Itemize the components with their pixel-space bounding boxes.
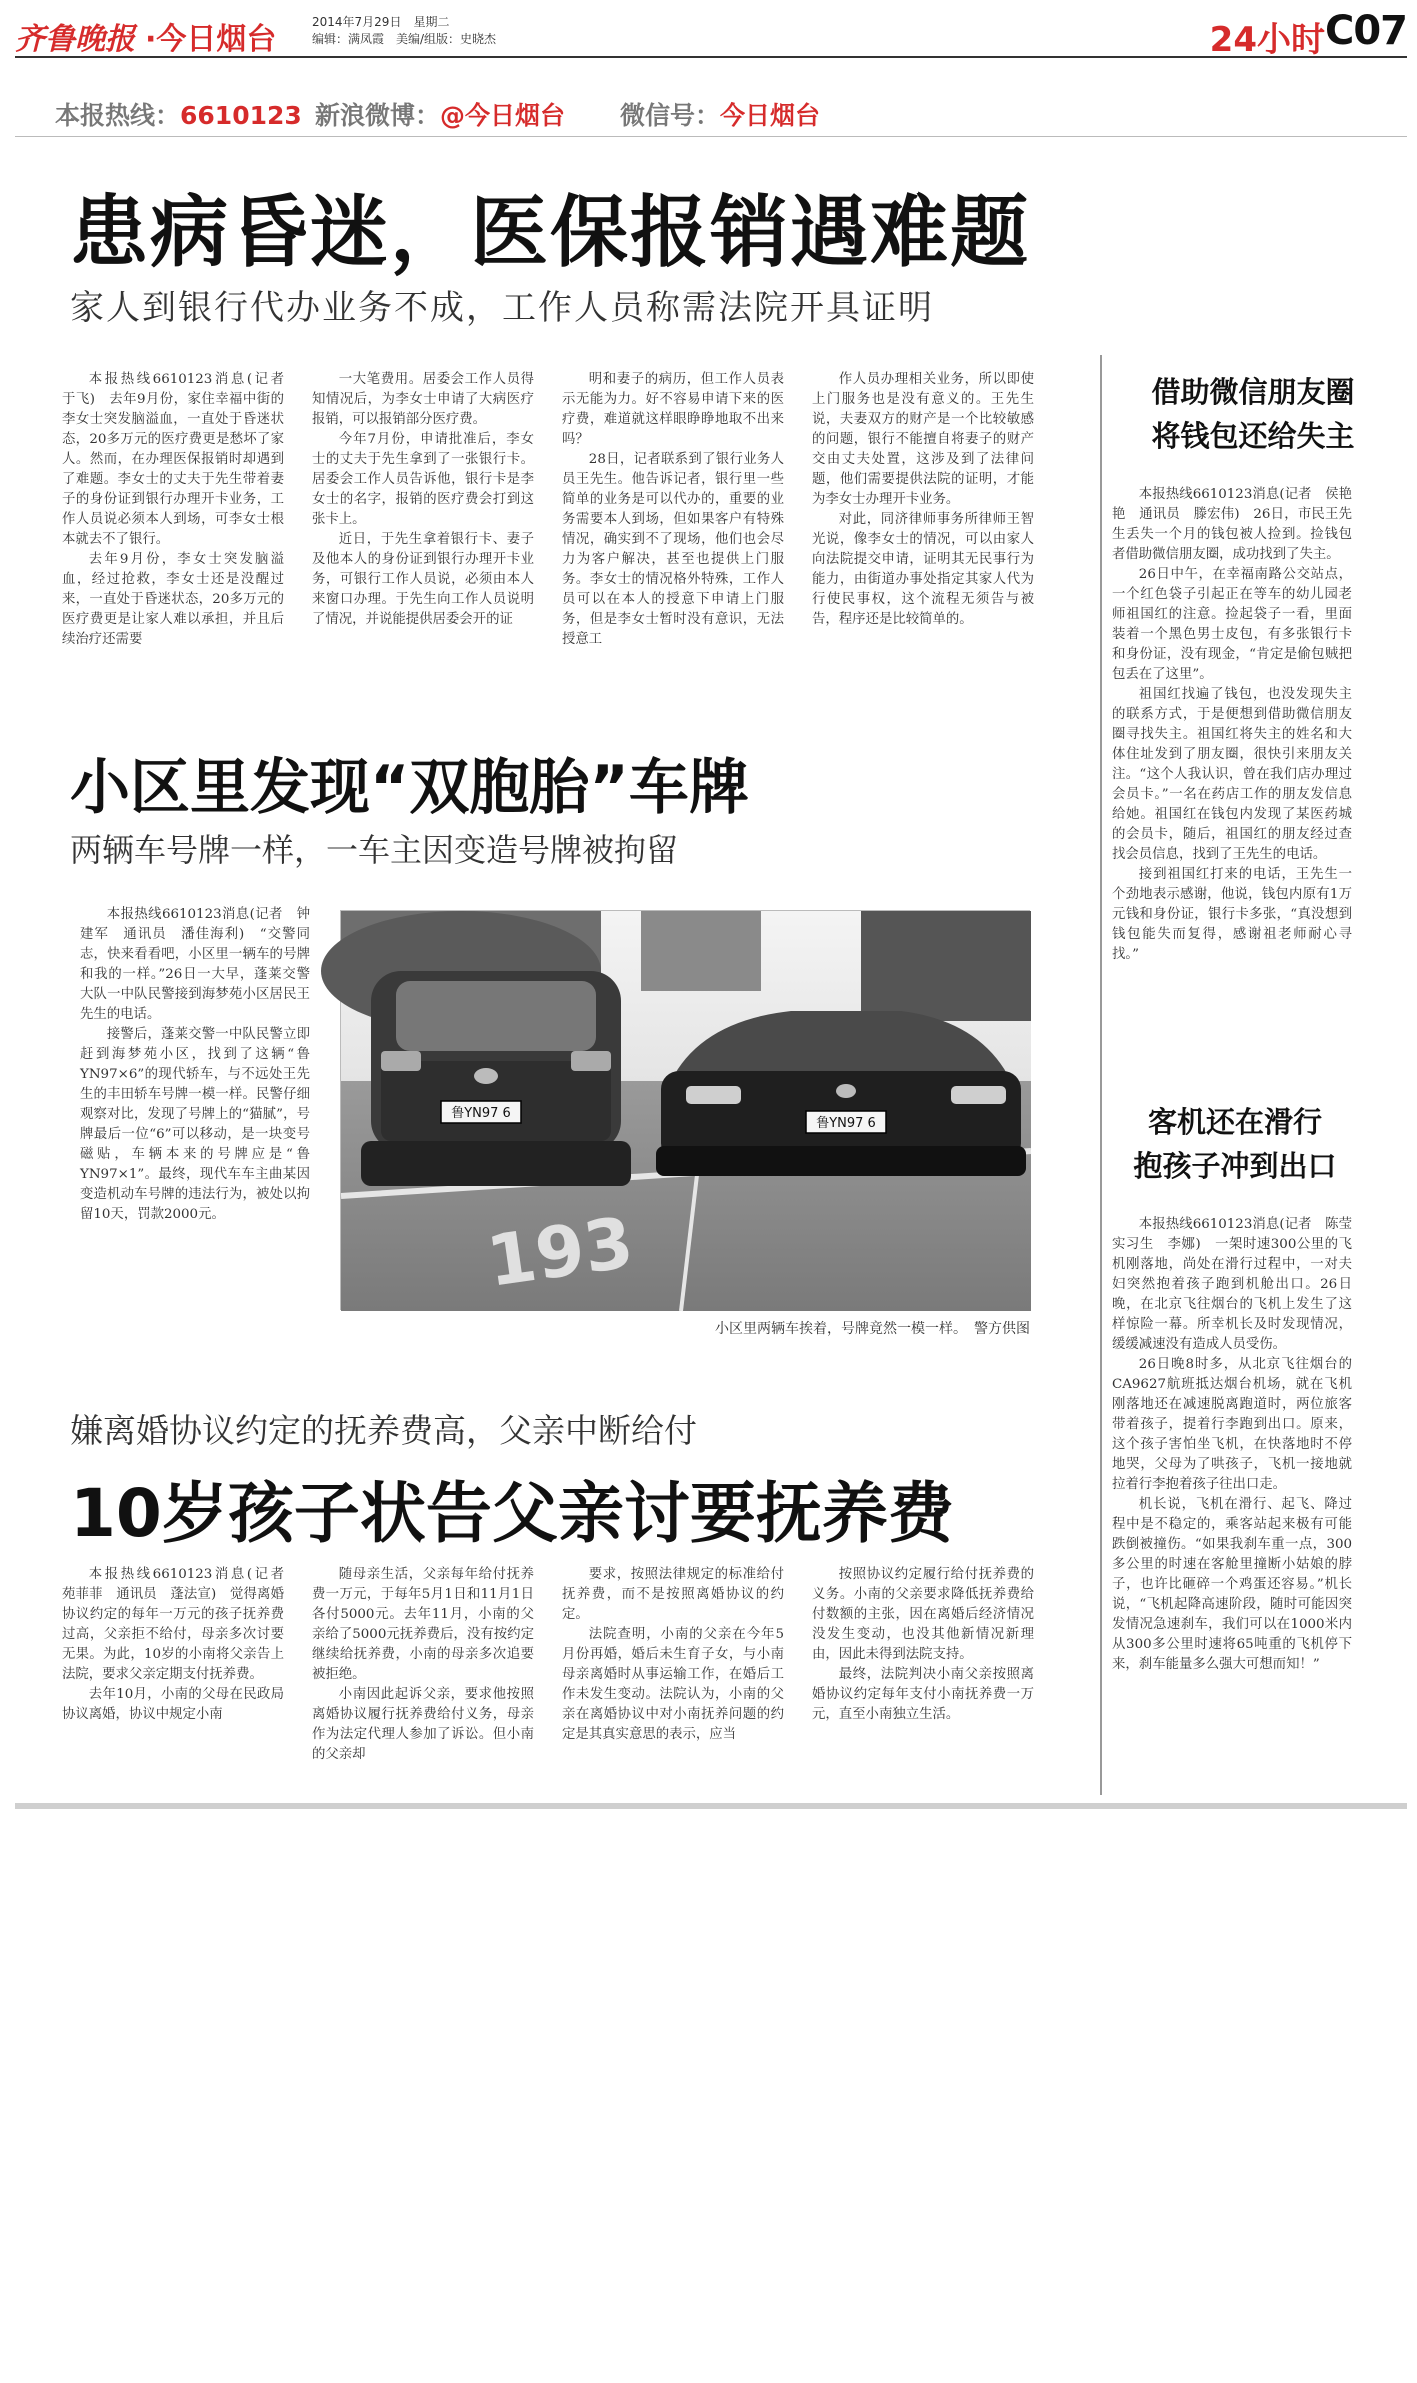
article1-text-4-para: 对此，同济律师事务所律师王智光说，像李女士的情况，可以由家人向法院提交申请，证明其无民事行为能力，由街道办事处指定其家人代为行使民事权，这个流程无须告与被告，程序还是比较简单的。 — [812, 512, 1034, 627]
article1-text-2: 一大笔费用。居委会工作人员得知情况后，为李女士申请了大病医疗报销，可以报销部分医疗费。 — [312, 372, 534, 427]
article1-subhead: 家人到银行代办业务不成，工作人员称需法院开具证明 — [70, 288, 934, 328]
article2-col1 — [80, 905, 310, 1325]
weibo — [315, 96, 565, 132]
article3-text-3-para: 法院查明，小南的父亲在今年5月份再婚，婚后未生育子女，与小南母亲离婚时从事运输工作，在婚后工作未发生变动。法院认为，小南的父亲在离婚协议中对小南抚养问题的约定是其真实意思的表示，应当 — [562, 1627, 784, 1742]
article1-text-2-para: 今年7月份，申请批准后，李女士的丈夫于先生拿到了一张银行卡。居委会工作人员告诉他，银行卡是李女士的名字，报销的医疗费会打到这张卡上。 — [312, 432, 534, 527]
sidebar2-body — [1112, 1215, 1366, 1795]
weibo-label: 新浪微博： — [315, 101, 441, 130]
dateline — [312, 14, 496, 48]
article1-text-4: 作人员办理相关业务，所以即使上门服务也是没有意义的。王先生说，夫妻双方的财产是一个比较敏感的问题，银行不能擅自将妻子的财产交由丈夫处置，这涉及到了法律问题，他们需要提供法院的证明，才能为李女士办理开卡业务。 — [812, 372, 1034, 507]
masthead — [15, 8, 1407, 58]
article3-text-4: 按照协议约定履行给付抚养费的义务。小南的父亲要求降低抚养费给付数额的主张，因在离婚后经济情况没发生变动，也没其他新情况新理由，因此未得到法院支持。 — [812, 1567, 1034, 1662]
article2-text: 本报热线6610123消息(记者 钟建军 通讯员 潘佳海利) “交警同志，快来看看吧，小区里一辆车的号牌和我的一样。”26日一大早，蓬莱交警大队一中队民警接到海梦苑小区居民王先生的电话。 — [80, 907, 310, 1022]
article3-col4 — [812, 1565, 1034, 1790]
article2-text-para: 接警后，蓬莱交警一中队民警立即赶到海梦苑小区，找到了这辆“鲁YN97×6”的现代轿车，与不远处王先生的丰田轿车号牌一模一样。民警仔细观察对比，发现了号牌上的“猫腻”，号牌最后一位“6”可以移动，是一块变号磁贴，车辆本来的号牌应是“鲁YN97×1”。最终，现代车车主曲某因变造机动车号牌的违法行为，被处以拘留10天，罚款2000元。 — [80, 1027, 310, 1222]
article2-headline: 小区里发现“双胞胎”车牌 — [70, 753, 749, 823]
article3-text-1: 本报热线6610123消息(记者 苑菲菲 通讯员 蓬法宣) 觉得离婚协议约定的每年一万元的孩子抚养费过高，父亲拒不给付，母亲多次讨要无果。为此，10岁的小南将父亲告上法院，要求父亲定期支付抚养费。 — [62, 1567, 298, 1682]
sidebar2-headline — [1110, 1100, 1360, 1188]
parking-photo — [340, 910, 1030, 1310]
wechat-label: 微信号： — [620, 101, 721, 130]
article3-col1 — [62, 1565, 298, 1790]
issue-date: 2014年7月29日 星期二 — [312, 15, 450, 29]
hotline — [55, 96, 302, 132]
section-24h: 24小时 — [1209, 20, 1325, 60]
article3-text-4-para: 最终，法院判决小南父亲按照离婚协议约定每年支付小南抚养费一万元，直至小南独立生活。 — [812, 1667, 1034, 1722]
sidebar1-text-para: 接到祖国红打来的电话，王先生一个劲地表示感谢，他说，钱包内原有1万元钱和身份证，银行卡多张，“真没想到钱包能失而复得，感谢祖老师耐心寻找。” — [1112, 867, 1352, 962]
article3-text-3: 要求，按照法律规定的标准给付抚养费，而不是按照离婚协议的约定。 — [562, 1567, 784, 1622]
article1-col4 — [812, 370, 1034, 690]
sidebar1-headline-line1: 借助微信朋友圈 — [1151, 375, 1355, 409]
article3-kicker: 嫌离婚协议约定的抚养费高，父亲中断给付 — [70, 1411, 697, 1450]
article1-text-3-para: 28日，记者联系到了银行业务人员王先生。他告诉记者，银行里一些简单的业务是可以代办的，重要的业务需要本人到场，但如果客户有特殊情况，确实到不了现场，他们也会尽力为客户解决，甚至也提供上门服务。李女士的情况格外特殊，工作人员可以在本人的授意下申请上门服务，但是李女士暂时没有意识，无法授意工 — [562, 452, 784, 647]
article1-col1 — [62, 370, 298, 690]
wechat-id: 今日烟台 — [720, 101, 821, 130]
sidebar1-headline-line2: 将钱包还给失主 — [1151, 419, 1355, 453]
sidebar1-headline — [1128, 370, 1378, 458]
editor-credits: 编辑：满凤霞 美编/组版：史晓杰 — [312, 32, 497, 46]
hotline-label: 本报热线： — [55, 101, 181, 130]
article2-subhead: 两辆车号牌一样，一车主因变造号牌被拘留 — [70, 831, 679, 869]
plate-right: 鲁YN97 6 — [816, 1116, 876, 1131]
footer-rule — [15, 1803, 1407, 1809]
article3-col2 — [312, 1565, 534, 1790]
sidebar2-headline-line2: 抱孩子冲到出口 — [1133, 1149, 1337, 1183]
article1-col2 — [312, 370, 534, 690]
sidebar2-headline-line1: 客机还在滑行 — [1147, 1105, 1322, 1139]
suv-car — [361, 971, 631, 1186]
sidebar1-body — [1112, 485, 1352, 1085]
sidebar2-text-para: 机长说，飞机在滑行、起飞、降过程中是不稳定的，乘客站起来极有可能跌倒被撞伤。“如果我刹车重一点，300多公里的时速在客舱里撞断小姑娘的脖子，也许比砸碎一个鸡蛋还容易。”机长说，“飞机起降高速阶段，随时可能因突发情况急速刹车，我们可以在1000米内从300多公里时速将65吨重的飞机停下来，刹车能量多么强大可想而知！” — [1112, 1497, 1352, 1672]
article1-text-1-para: 去年9月份，李女士突发脑溢血，经过抢救，李女士还是没醒过来，一直处于昏迷状态，20多万元的医疗费更是让家人难以承担，并且后续治疗还需要 — [62, 552, 284, 647]
sidebar2-text: 本报热线6610123消息(记者 陈莹 实习生 李娜) 一架时速300公里的飞机刚落地，尚处在滑行过程中，一对夫妇突然抱着孩子跑到机舱出口。26日晚，在北京飞往烟台的飞机上发生了这样惊险一幕。所幸机长及时发现情况，缓缓减速没有造成人员受伤。 — [1112, 1217, 1366, 1352]
weibo-handle: @今日烟台 — [440, 101, 566, 130]
sidebar1-text-para: 26日中午，在幸福南路公交站点，一个红色袋子引起正在等车的幼儿园老师祖国红的注意。捡起袋子一看，里面装着一个黑色男士皮包，有多张银行卡和身份证，没有现金，“肯定是偷包贼把包丢在了这里”。 — [1112, 567, 1352, 682]
article1-text-2-para: 近日，于先生拿着银行卡、妻子及他本人的身份证到银行办理开卡业务，可银行工作人员说，必须由本人来窗口办理。于先生向工作人员说明了情况，并说能提供居委会开的证 — [312, 532, 534, 627]
article1-text-3: 明和妻子的病历，但工作人员表示无能为力。好不容易申请下来的医疗费，难道就这样眼睁睁地取不出来吗？ — [562, 372, 784, 447]
sidebar1-text: 本报热线6610123消息(记者 侯艳艳 通讯员 滕宏伟) 26日，市民王先生丢失一个月的钱包被人捡到。捡钱包者借助微信朋友圈，成功找到了失主。 — [1112, 487, 1352, 562]
article3-headline: 10岁孩子状告父亲讨要抚养费 — [70, 1475, 954, 1552]
article3-col3 — [562, 1565, 784, 1790]
parking-photo-illustration — [341, 911, 1031, 1311]
plate-left: 鲁YN97 6 — [451, 1106, 511, 1121]
parking-number: 193 — [481, 1201, 639, 1303]
article1-text-1: 本报热线6610123消息(记者 于飞) 去年9月份，家住幸福中街的李女士突发脑溢血，一直处于昏迷状态，20多万元的医疗费更是愁坏了家人。然而，在办理医保报销时却遇到了难题。李女士的丈夫于先生带着妻子的身份证到银行办理开卡业务，工作人员说必须本人到场，可李女士根本就去不了银行。 — [62, 372, 298, 547]
article3-text-1-para: 去年10月，小南的父母在民政局协议离婚，协议中规定小南 — [62, 1687, 284, 1722]
article1-col3 — [562, 370, 784, 690]
section-title: ·今日烟台 — [145, 22, 277, 57]
article3-text-2: 随母亲生活，父亲每年给付抚养费一万元，于每年5月1日和11月1日各付5000元。去年11月，小南的父亲给了5000元抚养费后，没有按约定继续给抚养费，小南的母亲多次追要被拒绝。 — [312, 1567, 534, 1682]
hotline-number: 6610123 — [180, 101, 302, 130]
article3-text-2-para: 小南因此起诉父亲，要求他按照离婚协议履行抚养费给付义务，母亲作为法定代理人参加了诉讼。但小南的父亲却 — [312, 1687, 534, 1762]
divider — [15, 136, 1407, 137]
hotline-bar — [15, 96, 1407, 140]
wechat — [620, 96, 820, 132]
newspaper-brand: 齐鲁晚报 — [15, 22, 135, 57]
sidebar1-text-para: 祖国红找遍了钱包，也没发现失主的联系方式，于是便想到借助微信朋友圈寻找失主。祖国红将失主的姓名和大体住址发到了朋友圈，很快引来朋友关注。“这个人我认识，曾在我们店办理过会员卡。”一名在药店工作的朋友发信息给她。祖国红在钱包内发现了某医药城的会员卡，随后，祖国红的朋友经过查找会员信息，找到了王先生的电话。 — [1112, 687, 1352, 862]
sidebar2-text-para: 26日晚8时多，从北京飞往烟台的CA9627航班抵达烟台机场，就在飞机刚落地还在减速脱离跑道时，两位旅客带着孩子，提着行李跑到出口。原来，这个孩子害怕坐飞机，在快落地时不停地哭，父母为了哄孩子，飞机一接地就拉着行李抱着孩子往出口走。 — [1112, 1357, 1352, 1492]
photo-caption: 小区里两辆车挨着，号牌竟然一模一样。 警方供图 — [715, 1321, 1030, 1337]
page-number: C07 — [1324, 8, 1407, 54]
sidebar-divider — [1100, 355, 1102, 1795]
article1-headline: 患病昏迷，医保报销遇难题 — [70, 188, 1031, 278]
